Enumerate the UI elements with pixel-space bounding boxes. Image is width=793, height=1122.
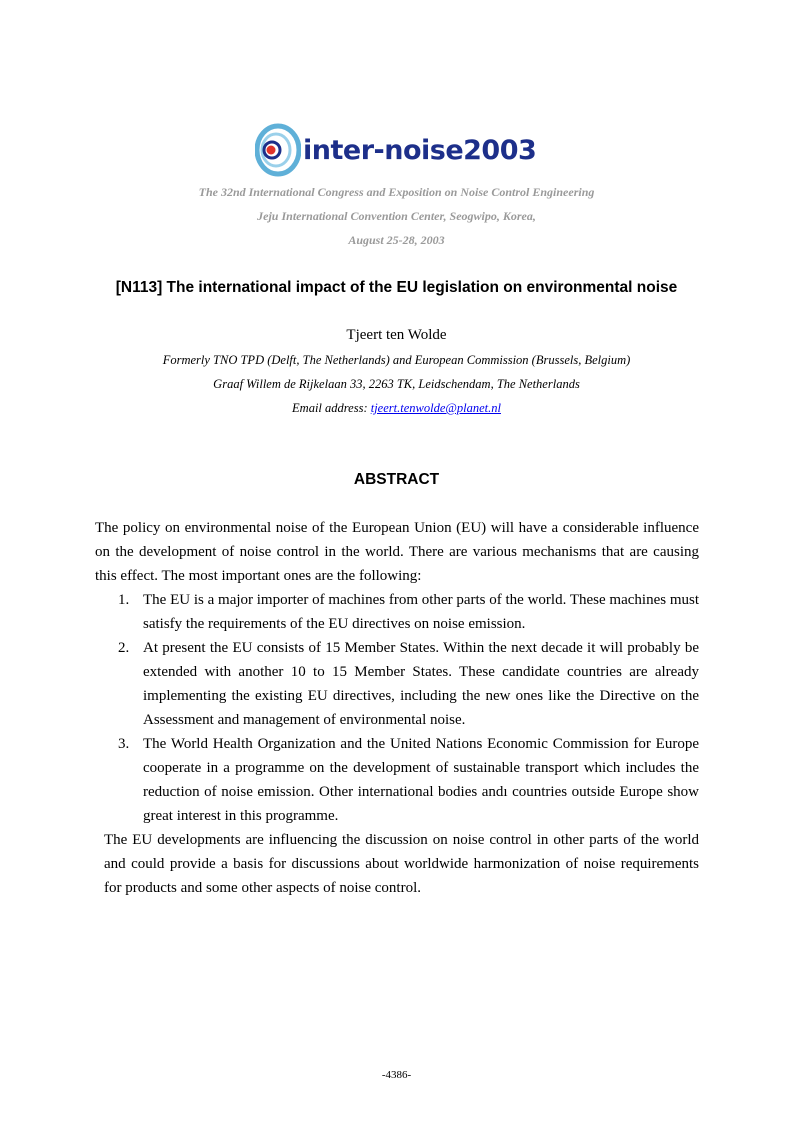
list-item bbox=[95, 636, 699, 732]
author-name: Tjeert ten Wolde bbox=[346, 327, 447, 343]
paper-title: [N113] The international impact of the EU legislation on environmental noise bbox=[115, 279, 678, 296]
abstract-list bbox=[95, 588, 699, 828]
list-item-number: 1. bbox=[118, 592, 130, 608]
author-address: Graaf Willem de Rijkelaan 33, 2263 TK, Leidschendam, The Netherlands bbox=[213, 377, 580, 391]
conference-dates: August 25-28, 2003 bbox=[348, 233, 445, 247]
list-item bbox=[95, 588, 699, 636]
email-label: Email address: bbox=[292, 401, 371, 415]
list-item-text: At present the EU consists of 15 Member States. Within the next decade it will probably be extended with another 10 to 15 Member States. These candidate countries are already implementing the existing EU directives, including the new ones like the Directive on the Assessment and management of environmental noise. bbox=[143, 640, 699, 728]
list-item-text: The World Health Organization and the United Nations Economic Commission for Europe cooperate in a programme on the development of sustainable transport which includes the reduction of noise emission. Other international bodies andı countries outside Europe show great interest in this programme. bbox=[143, 736, 699, 824]
abstract-conclusion: The EU developments are influencing the discussion on noise control in other parts of the world and could provide a basis for discussions about worldwide harmonization of noise requirements for products and some other aspects of noise control. bbox=[104, 832, 699, 896]
abstract-heading: ABSTRACT bbox=[353, 471, 440, 488]
list-item-number: 3. bbox=[118, 736, 130, 752]
page-number: -4386- bbox=[381, 1069, 412, 1081]
author-email-line bbox=[0, 401, 793, 416]
list-item-text: The EU is a major importer of machines from other parts of the world. These machines must satisfy the requirements of the EU directives on noise emission. bbox=[143, 592, 699, 632]
author-affiliation: Formerly TNO TPD (Delft, The Netherlands) and European Commission (Brussels, Belgium) bbox=[162, 353, 631, 367]
conference-name: The 32nd International Congress and Exposition on Noise Control Engineering bbox=[198, 185, 595, 199]
email-link[interactable]: tjeert.tenwolde@planet.nl bbox=[370, 401, 501, 415]
conference-venue: Jeju International Convention Center, Seogwipo, Korea, bbox=[257, 209, 536, 223]
abstract-intro: The policy on environmental noise of the European Union (EU) will have a considerable influence on the development of noise control in the world. There are various mechanisms that are causing this effect. The most important ones are the following: bbox=[95, 520, 699, 584]
list-item bbox=[95, 732, 699, 828]
inter-noise-logo-icon bbox=[255, 123, 301, 177]
conference-logo bbox=[255, 120, 545, 180]
logo-text: inter-noise2003 bbox=[303, 134, 537, 166]
list-item-number: 2. bbox=[118, 640, 130, 656]
